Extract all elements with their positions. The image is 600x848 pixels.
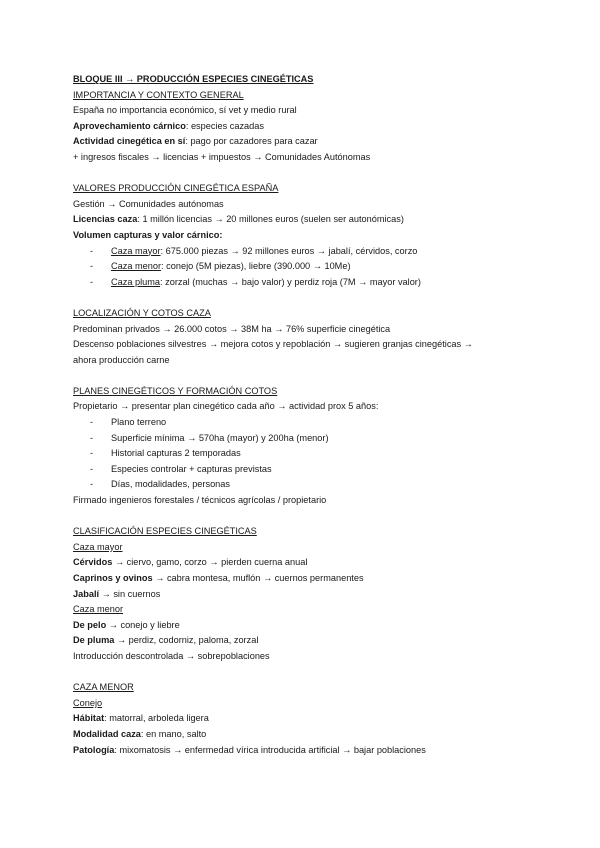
text-line xyxy=(73,633,543,649)
section-heading-localizacion: LOCALIZACIÓN Y COTOS CAZA xyxy=(73,307,211,318)
text-line xyxy=(73,212,543,228)
text-line: España no importancia económico, sí vet y medio rural xyxy=(73,105,297,116)
bullet-dash: - xyxy=(90,448,94,459)
section-heading-clasificacion: CLASIFICACIÓN ESPECIES CINEGÉTICAS xyxy=(73,526,257,537)
text-line: Firmado ingenieros forestales / técnicos agrícolas / propietario xyxy=(73,495,327,506)
item-text: : conejo (5M piezas), liebre (390.000 → 10Me) xyxy=(161,261,351,272)
item-label: Caza mayor xyxy=(111,245,161,256)
text-line xyxy=(73,555,543,571)
text-line xyxy=(73,711,543,727)
text-line: Gestión → Comunidades autónomas xyxy=(73,198,224,209)
term-text: : 1 millón licencias → 20 millones euros (suelen ser autonómicas) xyxy=(137,214,404,225)
term-text: → conejo y liebre xyxy=(106,619,180,630)
item-text: : zorzal (muchas → bajo valor) y perdiz roja (7M → mayor valor) xyxy=(160,276,421,287)
text-line xyxy=(73,228,543,244)
list-item xyxy=(73,275,543,291)
term-label: Actividad cinegética en sí xyxy=(73,136,186,147)
list-item xyxy=(73,462,543,478)
term-text: : mixomatosis → enfermedad vírica introducida artificial → bajar poblaciones xyxy=(114,744,426,755)
spacer xyxy=(73,290,543,306)
list-item xyxy=(73,415,543,431)
term-label: Volumen capturas y valor cárnico xyxy=(73,229,220,240)
text-line xyxy=(73,571,543,587)
list-item xyxy=(73,259,543,275)
text-line xyxy=(73,119,543,135)
section-heading-caza-menor: CAZA MENOR xyxy=(73,682,134,693)
term-text: → ciervo, gamo, corzo → pierden cuerna anual xyxy=(112,557,308,568)
text-line xyxy=(73,134,543,150)
text-line: Predominan privados → 26.000 cotos → 38M ha → 76% superficie cinegética xyxy=(73,323,391,334)
term-label: Cérvidos xyxy=(73,557,113,568)
bullet-dash: - xyxy=(90,479,94,490)
spacer xyxy=(73,665,543,681)
document-page xyxy=(73,72,543,758)
list-item xyxy=(73,477,543,493)
term-text: : matorral, arboleda ligera xyxy=(104,713,209,724)
spacer xyxy=(73,166,543,182)
text-line xyxy=(73,587,543,603)
list-item xyxy=(73,431,543,447)
item-text: Historial capturas 2 temporadas xyxy=(111,448,241,459)
bullet-dash: - xyxy=(90,261,94,272)
text-line xyxy=(73,727,543,743)
text-line: Introducción descontrolada → sobrepoblaciones xyxy=(73,650,270,661)
term-label: Licencias caza xyxy=(73,214,138,225)
term-label: Jabalí xyxy=(73,588,100,599)
term-text: : xyxy=(219,229,223,240)
term-text: → sin cuernos xyxy=(99,588,161,599)
term-text: : especies cazadas xyxy=(185,120,264,131)
bullet-dash: - xyxy=(90,276,94,287)
bullet-dash: - xyxy=(90,432,94,443)
term-label: Caprinos y ovinos xyxy=(73,573,153,583)
term-label: Modalidad caza xyxy=(73,728,141,739)
term-text: → perdiz, codorniz, paloma, zorzal xyxy=(114,635,259,646)
term-label: De pluma xyxy=(73,635,115,646)
item-text: Días, modalidades, personas xyxy=(111,479,230,490)
block-title: BLOQUE III → PRODUCCIÓN ESPECIES CINEGÉTICAS xyxy=(73,74,314,84)
list-item xyxy=(73,446,543,462)
bullet-dash: - xyxy=(90,463,94,474)
section-heading-planes: PLANES CINEGÉTICOS Y FORMACIÓN COTOS xyxy=(73,385,278,396)
term-text: → cabra montesa, muflón → cuernos permanentes xyxy=(152,573,364,583)
item-text: Plano terreno xyxy=(111,417,167,428)
spacer xyxy=(73,509,543,525)
term-label: Aprovechamiento cárnico xyxy=(73,120,186,131)
item-label: Caza menor xyxy=(111,261,162,272)
term-label: De pelo xyxy=(73,619,107,630)
list-item xyxy=(73,244,543,260)
term-label: Hábitat xyxy=(73,713,105,724)
term-label: Patología xyxy=(73,744,115,755)
item-text: Superficie mínima → 570ha (mayor) y 200ha (menor) xyxy=(111,432,329,443)
item-label: Caza pluma xyxy=(111,276,161,287)
text-line: ahora producción carne xyxy=(73,354,170,365)
text-line: Propietario → presentar plan cinegético cada año → actividad prox 5 años: xyxy=(73,401,379,412)
subheading-caza-menor: Caza menor xyxy=(73,604,124,615)
text-line: + ingresos fiscales → licencias + impuestos → Comunidades Autónomas xyxy=(73,151,371,162)
item-text: Especies controlar + capturas previstas xyxy=(111,463,272,474)
text-line xyxy=(73,743,543,759)
spacer xyxy=(73,368,543,384)
text-line xyxy=(73,618,543,634)
section-heading-valores: VALORES PRODUCCIÓN CINEGÉTICA ESPAÑA xyxy=(73,183,279,194)
section-heading-importancia: IMPORTANCIA Y CONTEXTO GENERAL xyxy=(73,89,244,100)
term-text: : pago por cazadores para cazar xyxy=(185,136,318,147)
subheading-caza-mayor: Caza mayor xyxy=(73,541,123,552)
term-text: : en mano, salto xyxy=(140,728,207,739)
text-line: Descenso poblaciones silvestres → mejora cotos y repoblación → sugieren granjas cinegéticas → xyxy=(73,339,473,350)
bullet-dash: - xyxy=(90,417,94,428)
subheading-conejo: Conejo xyxy=(73,697,103,708)
bullet-dash: - xyxy=(90,245,94,256)
item-text: : 675.000 piezas → 92 millones euros → jabalí, cérvidos, corzo xyxy=(160,245,418,256)
